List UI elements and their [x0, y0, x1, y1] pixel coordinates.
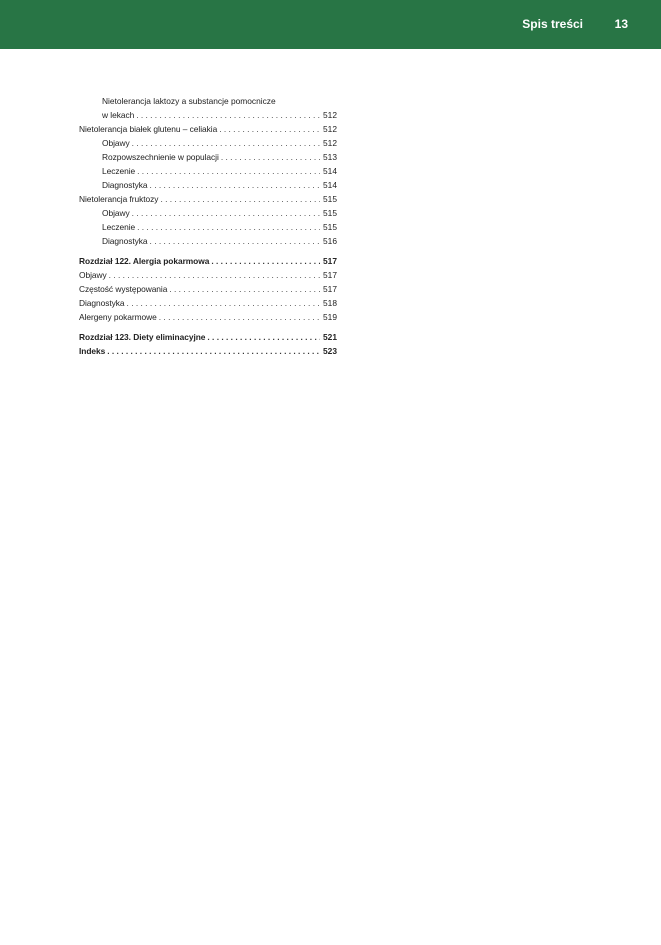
- toc-entry-title: Nietolerancja fruktozy: [79, 194, 159, 204]
- toc-entry-page: 516: [323, 236, 337, 246]
- toc-entry-page: 512: [323, 138, 337, 148]
- leader-dots: [137, 164, 320, 178]
- toc-chapter-entry[interactable]: [79, 254, 337, 268]
- toc-entry-page: 517: [323, 270, 337, 280]
- toc-entry[interactable]: [79, 150, 337, 164]
- toc-entry-page: 517: [323, 284, 337, 294]
- toc-entry[interactable]: [79, 282, 337, 296]
- leader-dots: [137, 220, 320, 234]
- toc-entry-title: Częstość występowania: [79, 284, 168, 294]
- leader-dots: [150, 178, 320, 192]
- table-of-contents: [79, 94, 337, 358]
- toc-entry[interactable]: [79, 122, 337, 136]
- toc-entry-title: Diagnostyka: [102, 236, 148, 246]
- toc-entry-title: Alergeny pokarmowe: [79, 312, 157, 322]
- toc-chapter-page: 517: [323, 256, 337, 266]
- toc-entry-title: Diagnostyka: [79, 298, 125, 308]
- page-number: 13: [614, 17, 628, 31]
- leader-dots: [207, 330, 320, 344]
- toc-index-entry[interactable]: [79, 344, 337, 358]
- toc-entry-title: Rozpowszechnienie w populacji: [102, 152, 219, 162]
- toc-chapter-page: 521: [323, 332, 337, 342]
- toc-entry[interactable]: [79, 108, 337, 122]
- leader-dots: [127, 296, 320, 310]
- toc-entry-page: 519: [323, 312, 337, 322]
- toc-entry-title: Objawy: [79, 270, 107, 280]
- toc-entry[interactable]: [79, 192, 337, 206]
- toc-entry[interactable]: [79, 136, 337, 150]
- leader-dots: [132, 206, 320, 220]
- toc-entry-title: Leczenie: [102, 222, 136, 232]
- toc-index-page: 523: [323, 346, 337, 356]
- toc-entry-title: Diagnostyka: [102, 180, 148, 190]
- toc-entry-title: Objawy: [102, 138, 130, 148]
- toc-index-title: Indeks: [79, 346, 106, 356]
- toc-entry[interactable]: [79, 164, 337, 178]
- leader-dots: [219, 122, 320, 136]
- toc-entry[interactable]: [79, 234, 337, 248]
- toc-entry[interactable]: [79, 220, 337, 234]
- leader-dots: [109, 268, 320, 282]
- toc-entry-title: Leczenie: [102, 166, 136, 176]
- toc-entry-title: Objawy: [102, 208, 130, 218]
- toc-chapter-title: Rozdział 123. Diety eliminacyjne: [79, 332, 206, 342]
- leader-dots: [169, 282, 320, 296]
- toc-entry-title: Nietolerancja białek glutenu – celiakia: [79, 124, 218, 134]
- toc-chapter-entry[interactable]: [79, 330, 337, 344]
- leader-dots: [132, 136, 320, 150]
- toc-entry[interactable]: [79, 296, 337, 310]
- toc-entry-page: 512: [323, 110, 337, 120]
- header-band: [0, 0, 661, 49]
- leader-dots: [136, 108, 320, 122]
- toc-entry-page: 514: [323, 180, 337, 190]
- leader-dots: [159, 310, 320, 324]
- toc-entry[interactable]: [79, 310, 337, 324]
- toc-entry[interactable]: [79, 178, 337, 192]
- running-header-title: Spis treści: [522, 17, 583, 31]
- toc-entry-page: 515: [323, 194, 337, 204]
- toc-entry-title: w lekach: [102, 110, 135, 120]
- leader-dots: [221, 150, 320, 164]
- toc-entry-page: 515: [323, 208, 337, 218]
- toc-entry[interactable]: [79, 206, 337, 220]
- toc-chapter-title: Rozdział 122. Alergia pokarmowa: [79, 256, 210, 266]
- toc-entry[interactable]: [79, 268, 337, 282]
- toc-entry-page: 513: [323, 152, 337, 162]
- leader-dots: [211, 254, 320, 268]
- toc-entry-page: 515: [323, 222, 337, 232]
- leader-dots: [107, 344, 320, 358]
- toc-entry-page: 512: [323, 124, 337, 134]
- leader-dots: [160, 192, 320, 206]
- toc-entry-page: 518: [323, 298, 337, 308]
- leader-dots: [150, 234, 320, 248]
- toc-entry-page: 514: [323, 166, 337, 176]
- toc-entry-line[interactable]: Nietolerancja laktozy a substancje pomocnicze: [102, 96, 276, 106]
